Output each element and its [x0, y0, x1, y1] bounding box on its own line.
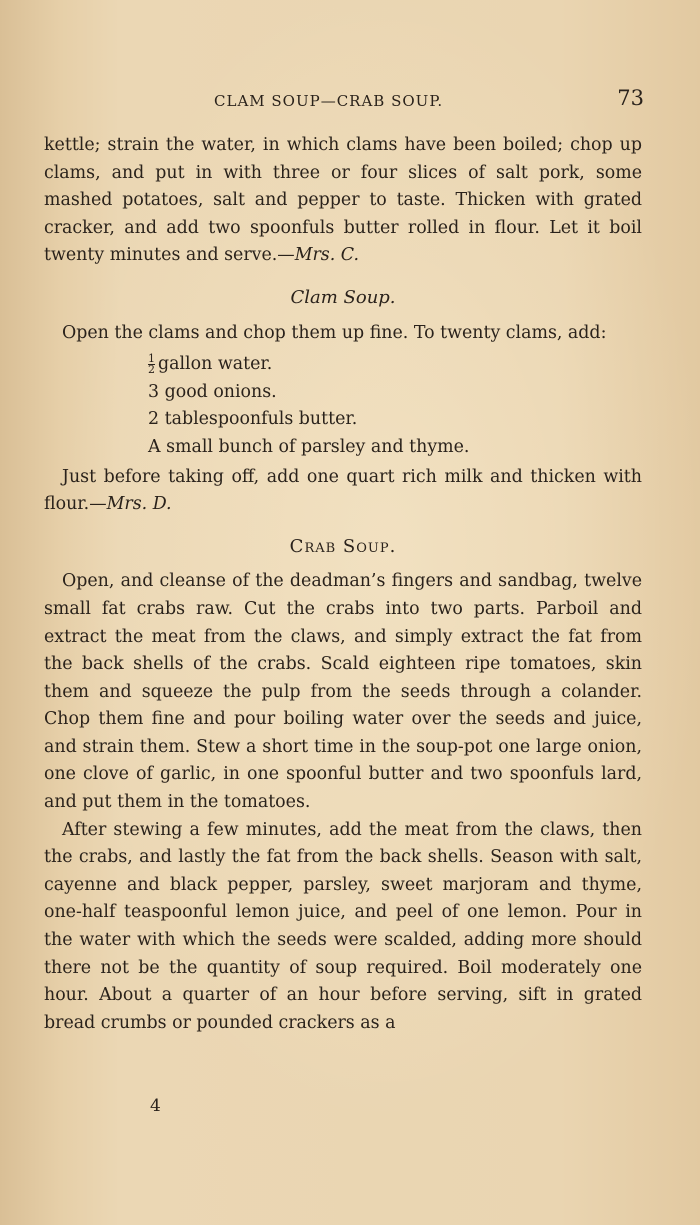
ingredient-text: gallon water. — [158, 354, 273, 375]
ingredient-text: 3 good onions. — [148, 381, 277, 402]
continued-recipe-paragraph — [44, 132, 642, 270]
running-head: CLAM SOUP—CRAB SOUP. — [214, 92, 444, 110]
clam-soup-title: Clam Soup. — [290, 286, 396, 308]
ingredient-item — [148, 351, 642, 379]
ingredient-item — [148, 406, 642, 434]
page-number: 73 — [617, 86, 644, 110]
clam-soup-intro: Open the clams and chop them up fine. To twenty clams, add: — [62, 322, 607, 343]
crab-soup-title: Crab Soup. — [289, 535, 397, 557]
ingredient-item — [148, 434, 642, 462]
clam-soup-ingredients — [148, 351, 642, 461]
continued-recipe-text: kettle; strain the water, in which clams have been boiled; chop up clams, and put in with three or four slices of salt pork, some mashed potatoes, salt and pepper to taste. Thicken with grated cracker, and add two spoonfuls butter rolled in flour. Let it boil twenty minutes and serve.— — [44, 135, 642, 266]
fraction-half — [148, 354, 155, 375]
crab-soup-paragraph-2: After stewing a few minutes, add the meat from the claws, then the crabs, and lastly the fat from the back shells. Season with salt, cayenne and black pepper, parsley, sweet marjoram and thyme, one-half teaspoonful lemon juice, and peel of one lemon. Pour in the water with which the seeds were scalded, adding more should there not be the quantity of soup required. Boil moderately one hour. About a quarter of an hour before serving, sift in grated bread crumbs or pounded crackers as a — [44, 819, 642, 1033]
crab-soup-paragraph-1: Open, and cleanse of the deadman’s fingers and sandbag, twelve small fat crabs raw. Cut the crabs into two parts. Parboil and extract the meat from the claws, and simply extract the fat from the back shells of the crabs. Scald eighteen ripe tomatoes, skin them and squeeze the pulp from the seeds through a colander. Chop them fine and pour boiling water over the seeds and juice, and strain them. Stew a short time in the soup-pot one large onion, one clove of garlic, in one spoonful butter and two spoonfuls lard, and put them in the tomatoes. — [44, 571, 642, 813]
page-header — [44, 86, 644, 114]
fraction-numerator: 1 — [148, 352, 155, 366]
clam-soup-attribution: Mrs. D. — [106, 494, 172, 515]
ingredient-text: 2 tablespoonfuls butter. — [148, 409, 358, 430]
clam-soup-closing — [44, 464, 642, 519]
clam-soup-closing-text: Just before taking off, add one quart rich milk and thicken with flour.— — [44, 466, 642, 515]
ingredient-item — [148, 379, 642, 407]
page-body — [44, 132, 642, 1037]
signature-mark: 4 — [150, 1096, 161, 1116]
fraction-denominator: 2 — [148, 363, 155, 377]
ingredient-text: A small bunch of parsley and thyme. — [148, 436, 470, 457]
continued-recipe-attribution: Mrs. C. — [294, 245, 360, 266]
